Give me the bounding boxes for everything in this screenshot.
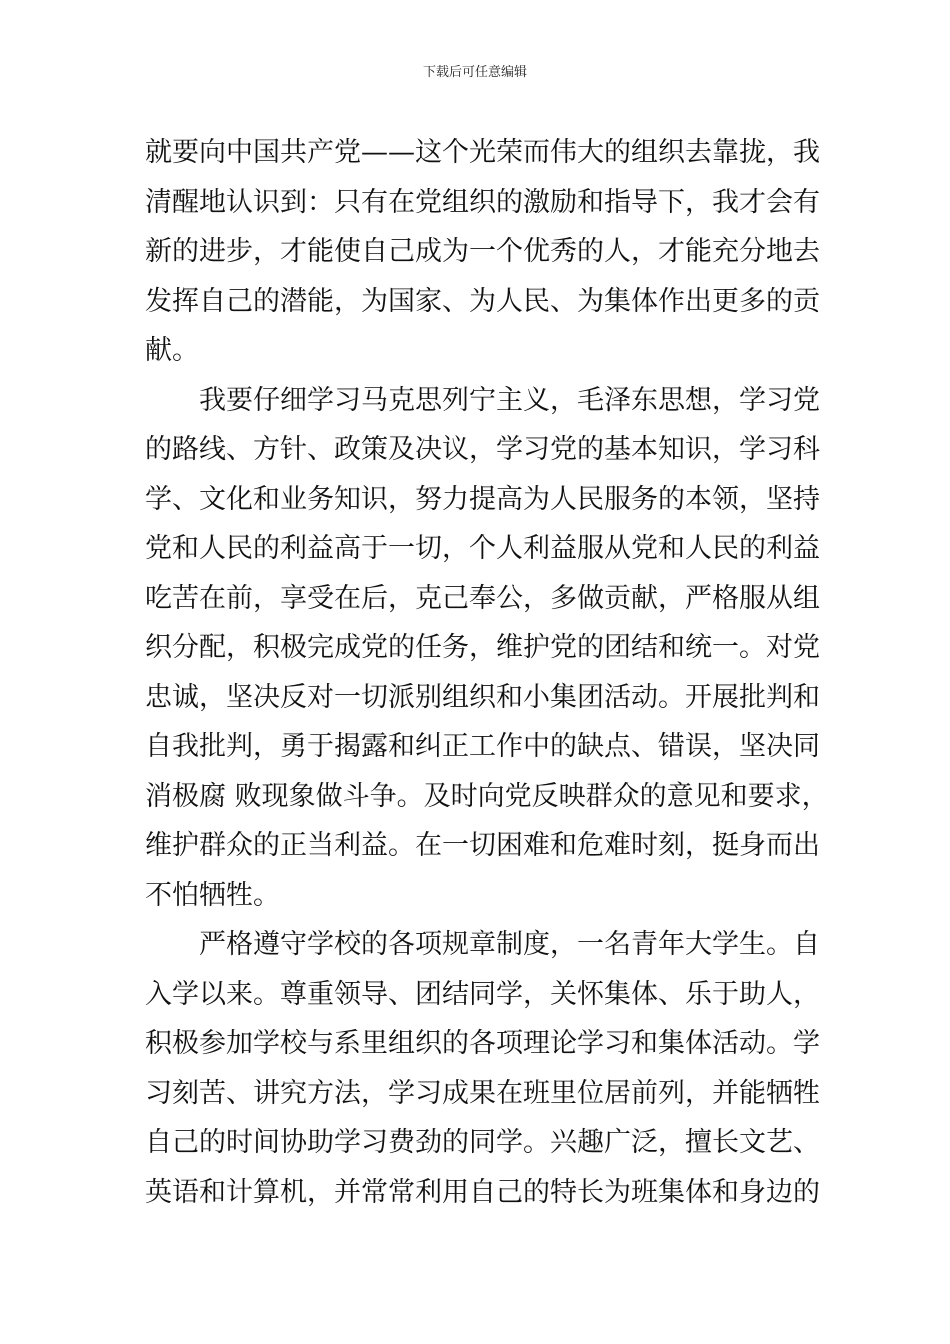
text-line: 英语和计算机，并常常利用自己的特长为班集体和身边的 bbox=[145, 1176, 820, 1208]
text-line: 积极参加学校与系里组织的各项理论学习和集体活动。学 bbox=[145, 1028, 820, 1059]
document-body bbox=[145, 128, 829, 1217]
text-line: 维护群众的正当利益。在一切困难和危难时刻，挺身而出 bbox=[145, 830, 820, 861]
text-line: 我要仔细学习马克思列宁主义，毛泽东思想，学习党 bbox=[199, 384, 820, 416]
page-header: 下载后可任意编辑 bbox=[422, 65, 527, 80]
text-line: 学、文化和业务知识，努力提高为人民服务的本领，坚持 bbox=[145, 483, 820, 515]
paragraph-1 bbox=[145, 128, 820, 376]
text-line: 献。 bbox=[145, 335, 199, 366]
text-line: 党和人民的利益高于一切，个人利益服从党和人民的利益 bbox=[145, 533, 820, 564]
text-line: 的路线、方针、政策及决议，学习党的基本知识，学习科 bbox=[145, 434, 820, 465]
text-line: 忠诚，坚决反对一切派别组织和小集团活动。开展批判和 bbox=[145, 681, 820, 713]
text-line: 不怕牺牲。 bbox=[145, 879, 280, 911]
text-line: 清醒地认识到：只有在党组织的激励和指导下，我才会有 bbox=[145, 186, 820, 218]
text-line: 入学以来。尊重领导、团结同学，关怀集体、乐于助人， bbox=[145, 978, 820, 1010]
text-line: 吃苦在前，享受在后，克己奉公，多做贡献，严格服从组 bbox=[145, 582, 820, 614]
paragraph-2 bbox=[145, 376, 829, 921]
text-line: 织分配，积极完成党的任务，维护党的团结和统一。对党 bbox=[145, 632, 820, 663]
text-line: 新的进步，才能使自己成为一个优秀的人，才能充分地去 bbox=[145, 236, 820, 267]
text-line: 发挥自己的潜能，为国家、为人民、为集体作出更多的贡 bbox=[145, 285, 820, 317]
text-line: 就要向中国共产党——这个光荣而伟大的组织去靠拢，我 bbox=[145, 137, 820, 168]
text-line: 自己的时间协助学习费劲的同学。兴趣广泛，擅长文艺、 bbox=[145, 1127, 820, 1158]
paragraph-3 bbox=[145, 920, 820, 1217]
text-line: 严格遵守学校的各项规章制度，一名青年大学生。自 bbox=[199, 929, 820, 960]
text-line: 消极腐 败现象做斗争。及时向党反映群众的意见和要求， bbox=[145, 780, 829, 812]
text-line: 习刻苦、讲究方法，学习成果在班里位居前列，并能牺牲 bbox=[145, 1077, 820, 1109]
text-line: 自我批判，勇于揭露和纠正工作中的缺点、错误，坚决同 bbox=[145, 731, 820, 762]
